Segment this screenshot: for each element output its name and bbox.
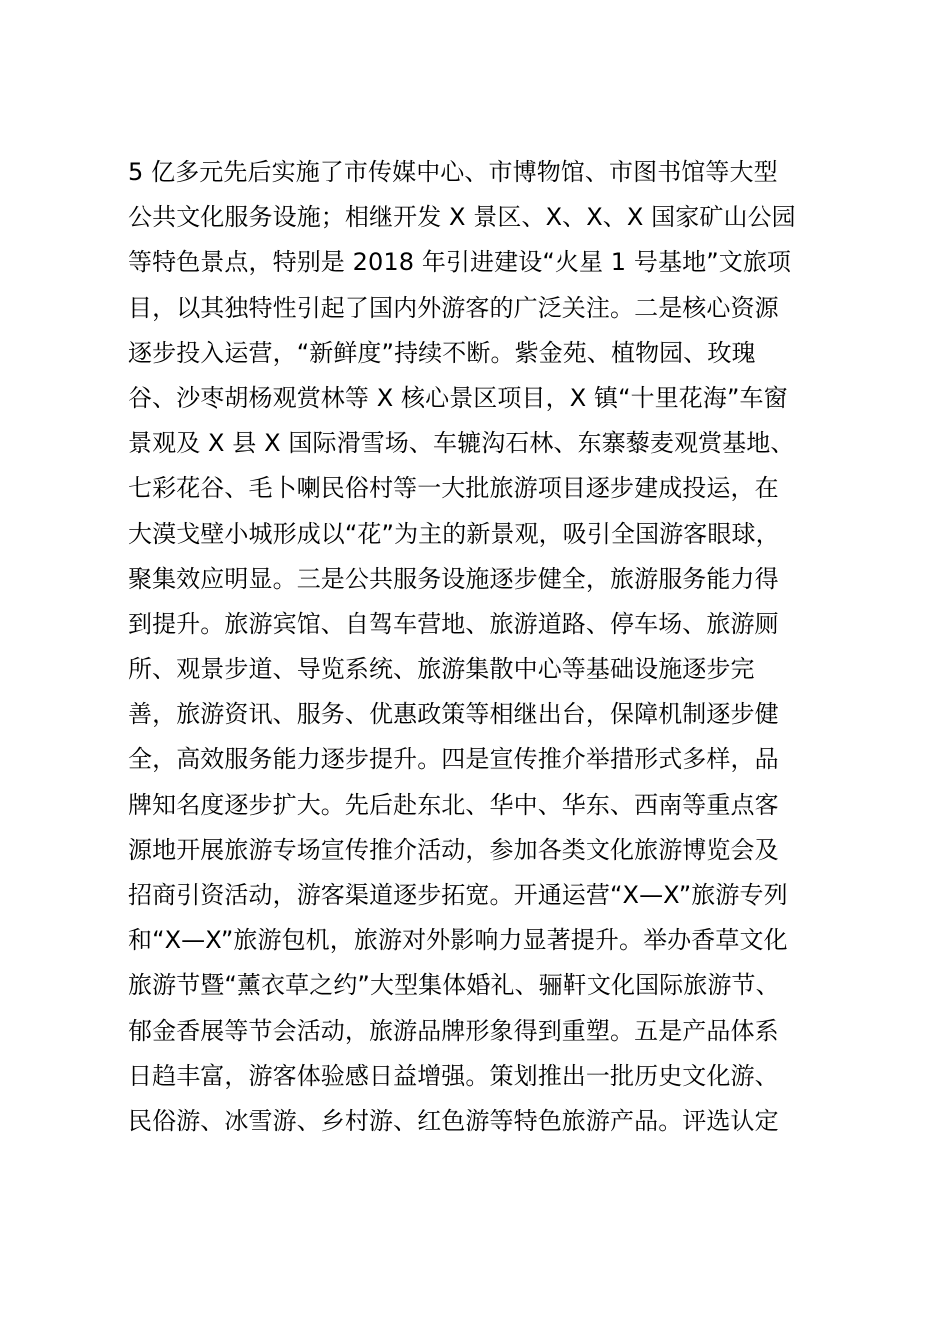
text-line: 到提升。旅游宾馆、自驾车营地、旅游道路、停车场、旅游厕: [128, 609, 779, 638]
text-line: 旅游节暨“薰衣草之约”大型集体婚礼、骊靬文化国际旅游节、: [128, 971, 780, 1000]
text-line: 源地开展旅游专场宣传推介活动，参加各类文化旅游博览会及: [128, 835, 779, 864]
text-line: 公共文化服务设施；相继开发 X 景区、X、X、X 国家矿山公园: [128, 203, 796, 232]
text-line: 牌知名度逐步扩大。先后赴东北、华中、华东、西南等重点客: [128, 790, 779, 819]
text-line: 善，旅游资讯、服务、优惠政策等相继出台，保障机制逐步健: [128, 700, 779, 729]
text-line: 民俗游、冰雪游、乡村游、红色游等特色旅游产品。评选认定: [128, 1106, 779, 1135]
text-line: 所、观景步道、导览系统、旅游集散中心等基础设施逐步完: [128, 655, 755, 684]
text-line: 等特色景点，特别是 2018 年引进建设“火星 1 号基地”文旅项: [128, 248, 792, 277]
text-line: 大漠戈壁小城形成以“花”为主的新景观，吸引全国游客眼球，: [128, 519, 780, 548]
text-line: 和“X—X”旅游包机，旅游对外影响力显著提升。举办香草文化: [128, 926, 788, 955]
text-line: 逐步投入运营，“新鲜度”持续不断。紫金苑、植物园、玫瑰: [128, 338, 756, 367]
text-line: 招商引资活动，游客渠道逐步拓宽。开通运营“X—X”旅游专列: [128, 881, 788, 909]
text-line: 日趋丰富，游客体验感日益增强。策划推出一批历史文化游、: [128, 1061, 779, 1090]
body-paragraph: [128, 150, 848, 1144]
text-line: 谷、沙枣胡杨观赏林等 X 核心景区项目，X 镇“十里花海”车窗: [128, 383, 788, 412]
text-line: 景观及 X 县 X 国际滑雪场、车辘沟石林、东寨藜麦观赏基地、: [128, 429, 795, 458]
text-line: 5 亿多元先后实施了市传媒中心、市博物馆、市图书馆等大型: [128, 158, 778, 186]
text-line: 聚集效应明显。三是公共服务设施逐步健全，旅游服务能力得: [128, 564, 779, 593]
text-line: 目，以其独特性引起了国内外游客的广泛关注。二是核心资源: [128, 293, 779, 322]
text-line: 全，高效服务能力逐步提升。四是宣传推介举措形式多样，品: [128, 745, 779, 774]
text-line: 郁金香展等节会活动，旅游品牌形象得到重塑。五是产品体系: [128, 1016, 779, 1045]
text-line: 七彩花谷、毛卜喇民俗村等一大批旅游项目逐步建成投运，在: [128, 474, 779, 503]
